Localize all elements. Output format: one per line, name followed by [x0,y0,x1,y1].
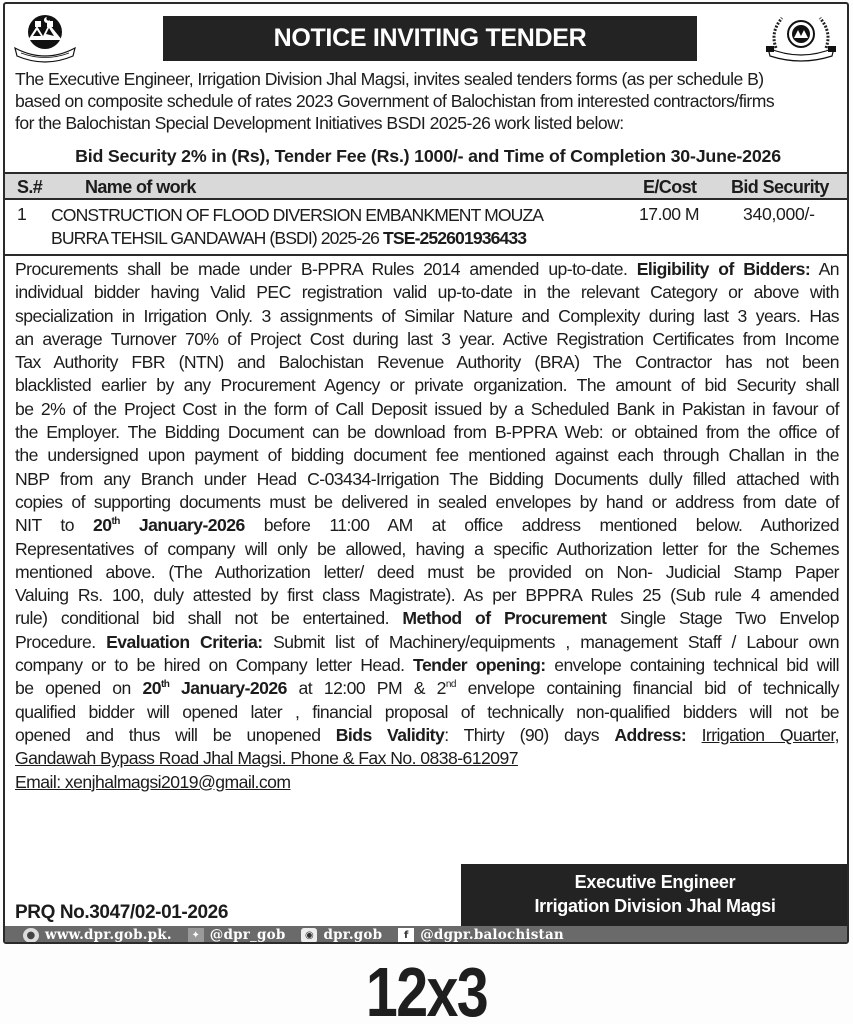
cell-bid-security: 340,000/- [743,204,815,224]
works-table [5,172,849,256]
terms-line: NBP from any Branch under Head C-03434-Irrigation The Bidding Documents dully filled attached with [15,468,839,489]
terms-line: blacklisted earlier by any Procurement Agency or private organization. The amount of bid Security shall [15,375,839,396]
signature-block [461,864,849,927]
facebook-handle[interactable]: @dgpr.balochistan [420,927,564,943]
work-name-line: BURRA TEHSIL GANDAWAH (BSDI) 2025-26 [51,228,384,248]
twitter-handle[interactable]: @dpr_gob [209,927,286,943]
method-heading: Method of Procurement [402,608,607,629]
deadline-date: 20 [93,515,112,536]
cell-work-name [51,204,631,250]
address-heading: Address: [614,724,687,745]
facebook-icon: f [398,928,414,943]
bids-validity-heading: Bids Validity [335,724,445,745]
email-link[interactable]: Email: xenjhalmagsi2019@gmail.com [15,771,291,792]
dgpr-footer [5,926,849,944]
instagram-handle[interactable]: dpr.gob [323,927,383,943]
twitter-item[interactable] [188,927,286,943]
dgpr-emblem-icon [762,12,840,64]
intro-paragraph [15,68,843,134]
tender-notice [3,2,849,944]
header-sn: S.# [17,177,43,197]
table-row [5,200,849,256]
evaluation-heading: Evaluation Criteria: [106,631,263,652]
prq-number: PRQ No.3047/02-01-2026 [15,902,228,923]
terms-line: Valuing Rs. 100, duly attested by first class Magistrate). As per BPPRA Rules 25 (Sub rule 4 amended [15,585,839,606]
intro-line: based on composite schedule of rates 2023 Government of Balochistan from interested contractors/firms [15,91,775,111]
balochistan-emblem-icon [11,12,79,64]
opening-date-line: be opened on 20th January-2026 at 12:00 PM & 2nd envelope containing financial bid of technically [15,678,839,699]
twitter-icon: ✦ [188,928,204,943]
header-name: Name of work [85,177,196,197]
bid-security-summary: Bid Security 2% in (Rs), Tender Fee (Rs.) 1000/- and Time of Completion 30-June-2026 [75,146,781,166]
terms-line: individual bidder having Valid PEC registration valid up-to-date in the relevant Category or above with [15,282,839,303]
terms-line: Representatives of company will only be allowed, having a specific Authorization letter for the Schemes [15,538,839,559]
globe-icon: ● [23,928,39,943]
address-text: Irrigation Quarter, [701,724,840,745]
terms-line: be 2% of the Project Cost in the form of Call Deposit issued by a Scheduled Bank in Pakistan in favour of [15,398,839,419]
instagram-item[interactable] [301,927,382,943]
terms-line: the Employer. The Bidding Document can be download from B-PPRA Web: or obtained from the office of [15,422,839,443]
terms-line: copies of supporting documents must be delivered in sealed envelopes by hand or address from date of [15,491,839,512]
header-cost: E/Cost [643,177,697,197]
tse-number: TSE-252601936433 [383,228,527,248]
terms-line: Tax Authority FBR (NTN) and Balochistan Revenue Authority (BRA) The Contractor has not been [15,352,839,373]
notice-title: NOTICE INVITING TENDER [163,16,697,61]
tender-opening-heading: Tender opening: [413,655,546,676]
address-phone: Gandawah Bypass Road Jhal Magsi. Phone & Fax No. 0838-612097 [15,748,518,769]
facebook-item[interactable] [398,927,564,943]
signatory-office: Irrigation Division Jhal Magsi [534,896,776,916]
eligibility-heading: Eligibility of Bidders: [636,259,811,279]
website-item[interactable] [23,927,172,943]
website-link[interactable]: www.dpr.gob.pk. [45,927,172,943]
intro-line: for the Balochistan Special Development Initiatives BSDI 2025-26 work listed below: [15,113,624,133]
terms-line: the undersigned upon payment of bidding document fee mentioned against each through Challan in the [15,445,839,466]
terms-line: specialization in Irrigation Only. 3 assignments of Similar Nature and Complexity during last 3 years. Has [15,305,839,326]
tender-terms: Procurements shall be made under B-PPRA Rules 2014 amended up-to-date. Eligibility of Bidders: An individual bidder having Valid PEC registration valid up-to-date in the relevant Category or above with specialization in Irrigation Only. 3 assignments of Similar Nature and Complexity during last 3 years. Has an average Turnover 70% of Project Cost during last 3 year. Active Registration Certificates from Income Tax Authority FBR (NTN) and Balochistan Revenue Authority (BRA) The Contractor has not been blacklisted earlier by any Procurement Agency or private organization. The amount of bid Security shall be 2% of the Project Cost in the form of Call Deposit issued by a Scheduled Bank in Pakistan in favour of the Employer. The Bidding Document can be download from B-PPRA Web: or obtained from the office of the undersigned upon payment of bidding document fee mentioned against each through Challan in the NBP from any Branch under Head C-03434-Irrigation The Bidding Documents dully filled attached with copies of supporting documents must be delivered in sealed envelopes by hand or address from date of NIT to 20th January-2026 before 11:00 AM at office address mentioned below. Authorized Representatives of company will only be allowed, having a specific Authorization letter for the Schemes mentioned above. (The Authorization letter/ deed must be provided on Non- Judicial Stamp Paper Valuing Rs. 100, duly attested by first class Magistrate). As per BPPRA Rules 25 (Sub rule 4 amended rule) conditional bid shall not be entertained. Method of Procurement Single Stage Two Envelop Procedure. Evaluation Criteria: Submit list of Machinery/equipments , management Staff / Labour own company or to be hired on Company letter Head. Tender opening: envelope containing technical bid will be opened on 20th January-2026 at 12:00 PM & 2nd envelope containing financial bid of technically qualified bidder will opened later , financial proposal of technically non-qualified bidders will not be opened and thus will be unopened Bids Validity: Thirty (90) days Address: Irrigation Quarter, Gandawah Bypass Road Jhal Magsi. Phone & Fax No. 0838-612097 Email: xenjhalmagsi2019@gmail.com [15,259,840,792]
terms-line: mentioned above. (The Authorization letter/ deed must be provided on Non- Judicial Stamp Paper [15,561,839,582]
submission-deadline-line: NIT to 20th January-2026 before 11:00 AM at office address mentioned below. Authorized [15,515,840,536]
ad-size-label: 12x3 [365,953,488,1024]
header-security: Bid Security [731,177,829,197]
instagram-icon: ◉ [301,928,317,943]
table-header [5,174,849,200]
work-name-line: CONSTRUCTION OF FLOOD DIVERSION EMBANKMENT MOUZA [51,205,544,225]
terms-line: qualified bidder will opened later , financial proposal of technically non-qualified bidders will not be [15,701,839,722]
cell-sn: 1 [17,204,26,224]
signatory-title: Executive Engineer [574,872,736,892]
deadline-month: January-2026 [119,515,245,536]
cell-estimated-cost: 17.00 M [639,204,700,224]
terms-line: an average Turnover 70% of Project Cost during last 3 year. Active Registration Certificates from Income [15,328,839,349]
intro-line: The Executive Engineer, Irrigation Division Jhal Magsi, invites sealed tenders forms (as per schedule B) [15,69,764,89]
